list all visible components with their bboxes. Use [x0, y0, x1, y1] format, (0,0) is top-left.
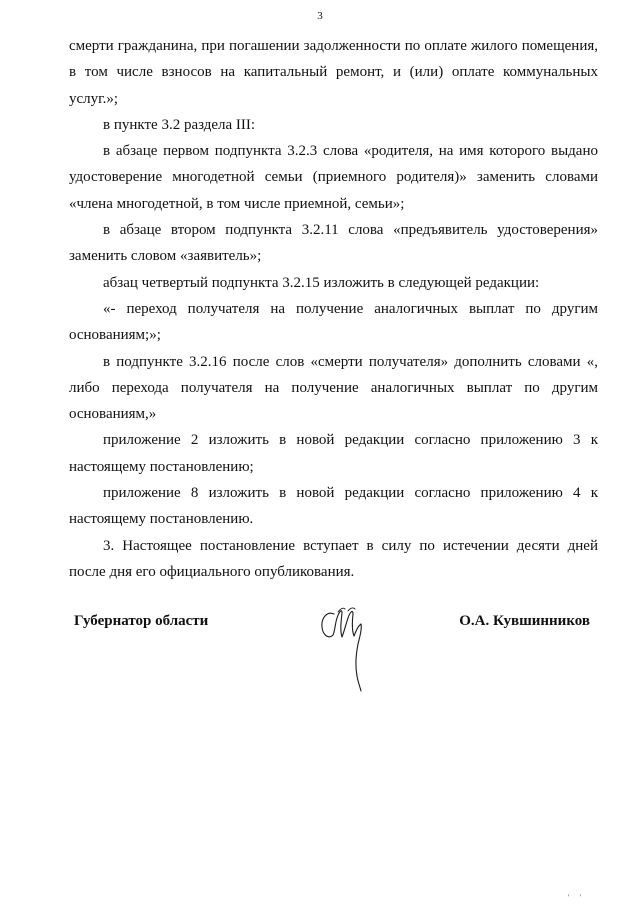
paragraph-continuation: смерти гражданина, при погашении задолженности по оплате жилого помещения, в том числе взносов на капитальный ремонт, и (или) оплате коммунальных услуг.»; [69, 38, 598, 107]
paragraph-appendix-2: приложение 2 изложить в новой редакции согласно приложению 3 к настоящему постановлению; [69, 432, 598, 475]
page-number: 3 [317, 10, 323, 22]
signer-position: Губернатор области [74, 613, 209, 629]
paragraph-3-2-16: в подпункте 3.2.16 после слов «смерти получателя» дополнить словами «, либо перехода получателя на получение аналогичных выплат по другим основаниям,» [69, 353, 598, 423]
signer-name: О.А. Кувшинников [459, 613, 590, 629]
paragraph-effective-date: 3. Настоящее постановление вступает в силу по истечении десяти дней после дня его официального опубликования. [69, 537, 598, 580]
paragraph-3-2-11: в абзаце втором подпункта 3.2.11 слова «предъявитель удостоверения» заменить словом «заявитель»; [69, 222, 598, 265]
paragraph-3-2-15-text: «- переход получателя на получение аналогичных выплат по другим основаниям;»; [69, 300, 598, 344]
paragraph-3-2-3: в абзаце первом подпункта 3.2.3 слова «родителя, на имя которого выдано удостоверение многодетной семьи (приемного родителя)» заменить словами «члена многодетной, в том числе приемной, семьи»; [69, 143, 598, 212]
document-body [69, 33, 598, 585]
handwritten-signature [318, 598, 378, 694]
paragraph-3-2-15: абзац четвертый подпункта 3.2.15 изложить в следующей редакции: [103, 274, 540, 291]
paragraph-section-3-2: в пункте 3.2 раздела III: [103, 116, 256, 133]
corner-mark: ' ' [568, 893, 585, 902]
paragraph-appendix-8: приложение 8 изложить в новой редакции согласно приложению 4 к настоящему постановлению. [69, 485, 598, 528]
